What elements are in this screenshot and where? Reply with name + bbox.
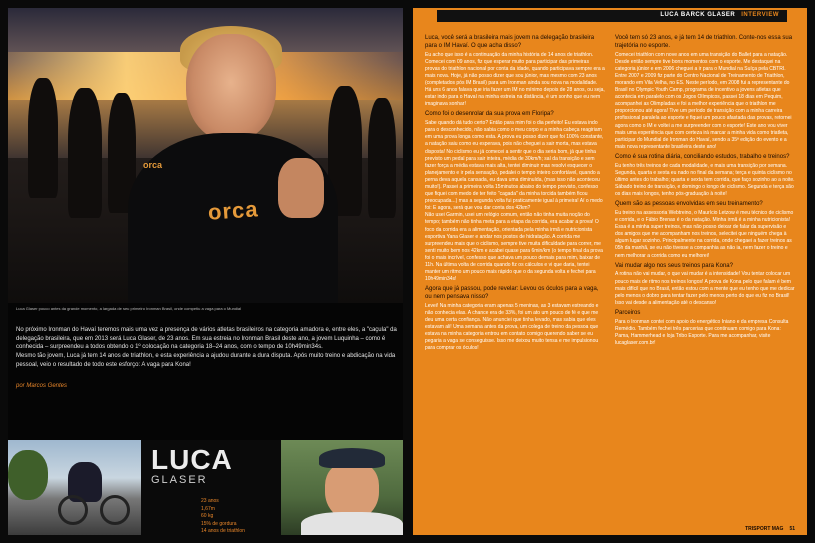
answer: Eu acho que isso é a continuação da minha história de 14 anos de triathlon. Comecei com 09 anos, fiz que esperar muito para participar das primeiras provas do triathlon nacional por conta da idade, quando participava sempre era a mais nova. Hoje, já não posso dizer que sou júnior, mas mesmo com 23 anos (completados pós IM Brasil) para um Ironman ainda sou nova na modalidade. Há uns 6 anos falava que iria fazer um IM no mínimo depois de 28 anos, ou seja, estar indo para o Havaí na minha estreia na distância, é um sonho que eu nem imaginava sonhar! xyxy=(425,51,605,108)
question: Você tem só 23 anos, e já tem 14 de triathlon. Conte-nos essa sua trajetória no esporte. xyxy=(615,35,793,49)
answer: Eu tenho três treinos de cada modalidade, e mais uma transição por semana. Segunda, quarta e sexta eu nado no final da semana; terça e quinta ciclismo no último antes do trabalho; quarta e sexta tem corrida, que faço sozinho ao a noite. Sábado treino de transição, e domingo o longo de ciclismo. Segunda e terça são os dias mais longos, tenho pós-graduação à noite! xyxy=(615,162,795,198)
answer: Sabe quando dá tudo certo? Então para mim foi o dia perfeito! Eu estava indo para o desconhecido, não sabia como o meu corpo e a minha cabeça reagiriam em uma prova longa como esta. A prova eu posso dizer que foi 100% constante, a natação saiu como eu esperava, pois não cheguei a sair morta, mas estava disposta! No ciclismo eu já comecei a sentir que o dia seria bom, já que tinha previsto um pedal para sair inteira, média de 30km/h; saí da transição e sem fazer força a média estava mais alta, tentei diminuir mas resolvi esquecer o planejamento e ir pela sensação, pedalei o tempo inteiro confortável, quando a perna deva aquela cansada, eu dava uma diminuída, (mas isso não aconteceu muito!). Passei a primeira volta 15minutos abaixo do tempo previsto, confesso que fiquei com medo de ter feito "cagada" da minha torcida também ficou preocupada...) mas a segunda volta fui praticamente igual à primeira! Aí o medo foi: E agora, será que vou dar conta dos 42km? Não usei Garmin, usei um relógio comum, então não tinha muita noção do tempo; também não tinha meta para a etapa da corrida, era acabar a prova! O foco da corrida era a alimentação, orientada pela minha irmã e nutricionista esportiva Yana Glaser e andar nos postos de hidratação. A corrida me surpreendeu mais que o ciclismo, sempre tive muita dificuldade para correr, me senti muito bem nos 42km e acabei quase para 6min/km (o tempo final da prova foi o mais incrível, confesso que achava um pouco demais para mim, baixar de 11h. Na última volta de corrida quando fiz os cálculos e vi que daria, tentei manter um ritmo um pouco mais rápido que o da segunda volta e fechei para 10h49min34s! xyxy=(425,120,604,283)
question: Luca, você será a brasileira mais jovem na delegação brasileira para o IM Havaí. O que acha disso? xyxy=(425,35,595,49)
stat-age: 23 anos xyxy=(201,498,219,504)
answer: Para o Ironman contei com apoio do energético Iniano e da empresa Consulta Remédio. Também fechei três parcerias que continuam comigo para Kona: Pama, Hammerhead e loja Tribo Esporte. Para me acompanhar, visite lucaglaser.com.br! xyxy=(615,318,789,346)
page-footer xyxy=(745,526,795,532)
intro-paragraph: No próximo Ironman do Havaí teremos mais uma vez a presença de vários atletas brasileiros na categoria amadora e, entre eles, a "caçula" da delegação brasileira, que em 2013 será Luca Glaser, de 23 anos. Em sua estreia no Ironman Brasil deste ano, a jovem Luquinha – como é conhecida – surpreendeu a todos obtendo o 1º colocação na categoria 18–24 anos, com o tempo de 10h49min34s. Mesmo tão jovem, Luca já tem 14 anos de triathlon, e esta experiência a ajudou durante a dura disputa. Após muito treino e abdicação na vida pessoal, veio o resultado de todo este esforço: A vaga para Kona! xyxy=(16,327,397,368)
stat-height: 1,67m xyxy=(201,505,215,512)
profile-first-name: LUCA xyxy=(151,444,233,475)
answer: Levei! Na minha categoria eram apenas 5 meninas, as 3 estavam estreando e não conhecia elas. A chance era de 33%, foi um ato um pouco de fé e que me deu uma certa confiança. Não anunciei que tinha levado, mas sabia que eles estavam ali! Uma semana antes da prova, um colega de treino da pessoa que estava na minha categoria entrou em contato comigo querendo saber se eu pegaria a vaga se conseguisse. Isso me deixou muito tensa e me impulsionou para comprar os óculos! xyxy=(425,302,599,352)
hero-photo xyxy=(8,8,403,303)
stat-weight: 60 kg xyxy=(201,513,214,519)
wetsuit-logo-small: orca xyxy=(143,160,163,170)
header-name: LUCA BARCK GLASER xyxy=(660,12,736,18)
stat-bodyfat: 15% de gordura xyxy=(201,520,237,527)
header-section: INTERVIEW xyxy=(741,12,779,18)
answer: Eu treino na assessoria Webtreino, o Maurício Letzow é meu técnico de ciclismo e corrida, e o Fábio Brenas é o da natação. Minha irmã é a minha nutricionista! Essa é a minha super treinos, mas não posso deixar de falar da supervisão e dos amigos que me acompanham nos treinos, selecitei que ninguém chega à algum lugar sozinho. Principalmente na corrida, onde chegaei a fazer treinos as 05h da manhã, se eu não tivesse a companhia as não ia, nem fazer o treino e nem melhorar a corrida como eu melhorei! xyxy=(615,209,794,259)
byline: por Marcos Gentes xyxy=(16,383,68,389)
stat-experience: 14 anos de triathlon xyxy=(201,528,245,534)
right-page xyxy=(413,8,807,535)
column-left xyxy=(425,32,605,355)
wetsuit-logo: orca xyxy=(207,196,260,225)
answer: A rotina não vai mudar, o que vai mudar é a intensidade! Vou tentar colocar um pouco mais de ritmo nos treinos longos! A prova de Kona pelo que falam é bem mais difícil que no Brasil, então estou com a mente que eu tenho que me dedicar pelo menos o dobro para tentar fazer pelo menos perto do que eu fiz no Brasil! Isso vai desde a alimentação até o descanso! xyxy=(615,271,795,306)
question: Agora que já passou, pode revelar: Levou os óculos para a vaga, ou nem pensava nisso? xyxy=(425,286,599,301)
question: Parceiros xyxy=(615,309,641,316)
athlete-profile xyxy=(141,440,281,535)
left-page xyxy=(8,8,403,535)
magazine-name: TRISPORT MAG xyxy=(745,526,784,532)
cycling-photo xyxy=(8,440,141,535)
page-header xyxy=(437,10,787,22)
question: Como foi o desenrolar da sua prova em Floripa? xyxy=(425,111,554,118)
profile-stats xyxy=(201,498,245,535)
page-number: 51 xyxy=(789,526,795,532)
profile-last-name: GLASER xyxy=(151,474,208,486)
portrait-photo xyxy=(281,440,403,535)
question: Vai mudar algo nos seus treinos para Kona? xyxy=(615,262,733,269)
answer: Comecei triathlon com nove anos em uma transição do Ballet para a natação. Desde então sempre tive bons momentos com o esporte. Me destaquei na categoria júnior e em 2006 cheguei a ir para o Mundial na Suíça pela CBTRI. Entre 2007 e 2009 fiz parte do Centro Nacional de Treinamento de Triathlon, morando em Vila Velha, no ES. Neste período, em 2008 fui a representante do Brasil no Olympic Youth Camp, programa de incentivo a jovens atletas que acontecia em paralelo com os Jogos Olímpicos, passei 18 dias em Pequim, acompanhei as Olimpíadas e foi a melhor experiência que o triathlon me proporcionou até agora! Tive um período de transição com a minha carreira profissional paralela ao esporte e fiquei um pouco afastada das provas, retornei agora como o IM e voltei a me surpreender com o esporte! Este ano vou viver mais uma experiência que com certeza irá marcar a minha vida como triatleta, participar do Mundial de Ironman do Havaí, sendo a 35ª edição do evento e a mais nova representante brasileira deste ano! xyxy=(615,51,792,150)
question: Quem são as pessoas envolvidas em seu treinamento? xyxy=(615,201,763,208)
photo-caption: Luca Glaser pouco antes da grande momento, a largada de seu primeiro Ironman Brasil, onde competiu a vaga para o Mundial xyxy=(16,306,242,311)
column-right xyxy=(615,32,795,349)
question: Como é sua rotina diária, conciliando estudos, trabalho e treinos? xyxy=(615,153,790,160)
